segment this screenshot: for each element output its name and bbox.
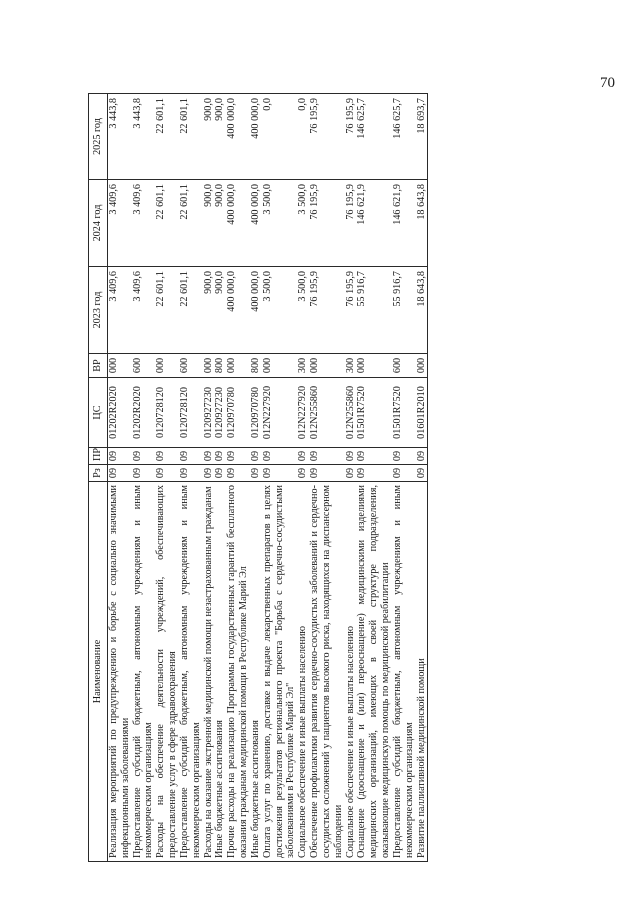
cell-name: Иные бюджетные ассигнования (250, 482, 262, 862)
cell-2023: 400 000,0 (226, 267, 250, 354)
header-cs: ЦС (89, 378, 108, 448)
cell-2024: 146 621,9 (356, 180, 391, 267)
cell-2023: 3 409,6 (132, 267, 156, 354)
cell-name: Реализация мероприятий по предупреждению и борьбе с социально значимыми инфекционными заболеваниями (108, 482, 132, 862)
cell-2023: 900,0 (214, 267, 226, 354)
cell-cs: 01601R2010 (416, 378, 428, 448)
cell-2024: 900,0 (214, 180, 226, 267)
cell-name: Развитие паллиативной медицинской помощи (416, 482, 428, 862)
table-header-row (89, 94, 108, 862)
cell-pr: 09 (155, 448, 179, 465)
cell-2024: 22 601,1 (179, 180, 203, 267)
cell-2024: 900,0 (203, 180, 215, 267)
cell-rz: 09 (262, 465, 297, 482)
cell-pr: 09 (297, 448, 309, 465)
table-row (345, 94, 357, 862)
cell-vr: 800 (214, 354, 226, 378)
rotated-table-container (88, 94, 550, 862)
cell-2025: 0,0 (262, 94, 297, 180)
cell-2025: 400 000,0 (250, 94, 262, 180)
table-row (203, 94, 215, 862)
cell-rz: 09 (226, 465, 250, 482)
cell-vr: 300 (297, 354, 309, 378)
cell-cs: 0120927230 (203, 378, 215, 448)
cell-rz: 09 (214, 465, 226, 482)
cell-rz: 09 (108, 465, 132, 482)
cell-2024: 76 195,9 (345, 180, 357, 267)
header-2025: 2025 год (89, 94, 108, 180)
cell-2025: 76 195,9 (345, 94, 357, 180)
cell-2025: 900,0 (203, 94, 215, 180)
cell-2025: 22 601,1 (179, 94, 203, 180)
table-row (262, 94, 297, 862)
cell-pr: 09 (356, 448, 391, 465)
cell-name: Предоставление субсидий бюджетным, автономным учреждениям и иным некоммерческим организациям (392, 482, 416, 862)
cell-2025: 900,0 (214, 94, 226, 180)
cell-2024: 3 500,0 (262, 180, 297, 267)
cell-name: Прочие расходы на реализацию Программы государственных гарантий бесплатного оказания гражданам медицинской помощи в Республике Марий Эл (226, 482, 250, 862)
cell-pr: 09 (262, 448, 297, 465)
cell-vr: 000 (416, 354, 428, 378)
cell-2023: 18 643,8 (416, 267, 428, 354)
cell-name: Обеспечение профилактики развития сердечно-сосудистых заболеваний и сердечно-сосудистых осложнений у пациентов высокого риска, находящихся на диспансерном наблюдении (309, 482, 344, 862)
cell-name: Социальное обеспечение и иные выплаты населению (345, 482, 357, 862)
cell-vr: 000 (203, 354, 215, 378)
table-row (214, 94, 226, 862)
cell-pr: 09 (108, 448, 132, 465)
cell-2024: 3 500,0 (297, 180, 309, 267)
cell-cs: 012N227920 (262, 378, 297, 448)
header-2023: 2023 год (89, 267, 108, 354)
cell-pr: 09 (226, 448, 250, 465)
cell-vr: 000 (108, 354, 132, 378)
cell-2025: 22 601,1 (155, 94, 179, 180)
budget-table (88, 93, 428, 862)
cell-vr: 600 (179, 354, 203, 378)
cell-pr: 09 (132, 448, 156, 465)
page-number: 70 (600, 75, 615, 91)
cell-2025: 76 195,9 (309, 94, 344, 180)
cell-vr: 000 (155, 354, 179, 378)
table-row (392, 94, 416, 862)
cell-vr: 600 (392, 354, 416, 378)
cell-cs: 012N227920 (297, 378, 309, 448)
cell-2025: 146 625,7 (392, 94, 416, 180)
table-row (108, 94, 132, 862)
table-row (356, 94, 391, 862)
cell-pr: 09 (250, 448, 262, 465)
cell-name: Расходы на оказание экстренной медицинской помощи незастрахованным гражданам (203, 482, 215, 862)
cell-2023: 22 601,1 (155, 267, 179, 354)
cell-vr: 800 (250, 354, 262, 378)
cell-rz: 09 (392, 465, 416, 482)
cell-2023: 3 500,0 (262, 267, 297, 354)
table-row (155, 94, 179, 862)
cell-2024: 400 000,0 (250, 180, 262, 267)
cell-2024: 400 000,0 (226, 180, 250, 267)
table-row (226, 94, 250, 862)
cell-name: Предоставление субсидий бюджетным, автономным учреждениям и иным некоммерческим организациям (179, 482, 203, 862)
cell-vr: 000 (356, 354, 391, 378)
table-row (416, 94, 428, 862)
cell-2023: 3 500,0 (297, 267, 309, 354)
cell-2025: 0,0 (297, 94, 309, 180)
cell-cs: 0120728120 (155, 378, 179, 448)
cell-vr: 000 (226, 354, 250, 378)
cell-rz: 09 (155, 465, 179, 482)
cell-rz: 09 (132, 465, 156, 482)
cell-pr: 09 (392, 448, 416, 465)
cell-vr: 000 (309, 354, 344, 378)
cell-2023: 76 195,9 (345, 267, 357, 354)
cell-cs: 012N255860 (345, 378, 357, 448)
cell-2023: 900,0 (203, 267, 215, 354)
cell-pr: 09 (309, 448, 344, 465)
table-row (250, 94, 262, 862)
cell-vr: 600 (132, 354, 156, 378)
cell-pr: 09 (345, 448, 357, 465)
cell-2025: 3 443,8 (108, 94, 132, 180)
cell-rz: 09 (416, 465, 428, 482)
cell-rz: 09 (250, 465, 262, 482)
cell-2024: 76 195,9 (309, 180, 344, 267)
table-body (108, 94, 428, 862)
table-row (309, 94, 344, 862)
cell-2024: 146 621,9 (392, 180, 416, 267)
cell-pr: 09 (214, 448, 226, 465)
cell-cs: 0120927230 (214, 378, 226, 448)
cell-pr: 09 (416, 448, 428, 465)
cell-name: Расходы на обеспечение деятельности учреждений, обеспечивающих предоставление услуг в сфере здравоохранения (155, 482, 179, 862)
cell-cs: 01501R7520 (392, 378, 416, 448)
cell-2023: 55 916,7 (356, 267, 391, 354)
cell-rz: 09 (203, 465, 215, 482)
cell-vr: 000 (262, 354, 297, 378)
cell-cs: 0120970780 (250, 378, 262, 448)
table-row (132, 94, 156, 862)
cell-name: Оплата услуг по хранению, доставке и выдаче лекарственных препаратов в целях достижения результатов регионального проекта "Борьба с сердечно-сосудистыми заболеваниями в Республике Марий Эл" (262, 482, 297, 862)
cell-rz: 09 (345, 465, 357, 482)
cell-2025: 146 625,7 (356, 94, 391, 180)
header-2024: 2024 год (89, 180, 108, 267)
header-pr: ПР (89, 448, 108, 465)
cell-cs: 012N255860 (309, 378, 344, 448)
header-rz: Рз (89, 465, 108, 482)
cell-2023: 3 409,6 (108, 267, 132, 354)
cell-2023: 22 601,1 (179, 267, 203, 354)
cell-pr: 09 (179, 448, 203, 465)
header-name: Наименование (89, 482, 108, 862)
cell-vr: 300 (345, 354, 357, 378)
cell-2023: 55 916,7 (392, 267, 416, 354)
cell-rz: 09 (356, 465, 391, 482)
cell-2025: 3 443,8 (132, 94, 156, 180)
cell-2024: 3 409,6 (132, 180, 156, 267)
cell-2025: 18 693,7 (416, 94, 428, 180)
cell-2024: 3 409,6 (108, 180, 132, 267)
cell-2023: 76 195,9 (309, 267, 344, 354)
cell-name: Предоставление субсидий бюджетным, автономным учреждениям и иным некоммерческим организациям (132, 482, 156, 862)
cell-cs: 01202R2020 (132, 378, 156, 448)
cell-cs: 0120728120 (179, 378, 203, 448)
cell-name: Оснащение (дооснащение и (или) переоснащение) медицинскими изделиями медицинских организаций, имеющих в своей структуре подразделения, оказывающие медицинскую помощь по медицинской реабилитации (356, 482, 391, 862)
cell-pr: 09 (203, 448, 215, 465)
cell-rz: 09 (297, 465, 309, 482)
cell-cs: 01501R7520 (356, 378, 391, 448)
cell-2024: 22 601,1 (155, 180, 179, 267)
cell-name: Социальное обеспечение и иные выплаты населению (297, 482, 309, 862)
cell-2023: 400 000,0 (250, 267, 262, 354)
cell-rz: 09 (179, 465, 203, 482)
header-vr: ВР (89, 354, 108, 378)
cell-2025: 400 000,0 (226, 94, 250, 180)
table-row (297, 94, 309, 862)
cell-name: Иные бюджетные ассигнования (214, 482, 226, 862)
cell-rz: 09 (309, 465, 344, 482)
cell-cs: 0120970780 (226, 378, 250, 448)
cell-2024: 18 643,8 (416, 180, 428, 267)
cell-cs: 01202R2020 (108, 378, 132, 448)
table-row (179, 94, 203, 862)
